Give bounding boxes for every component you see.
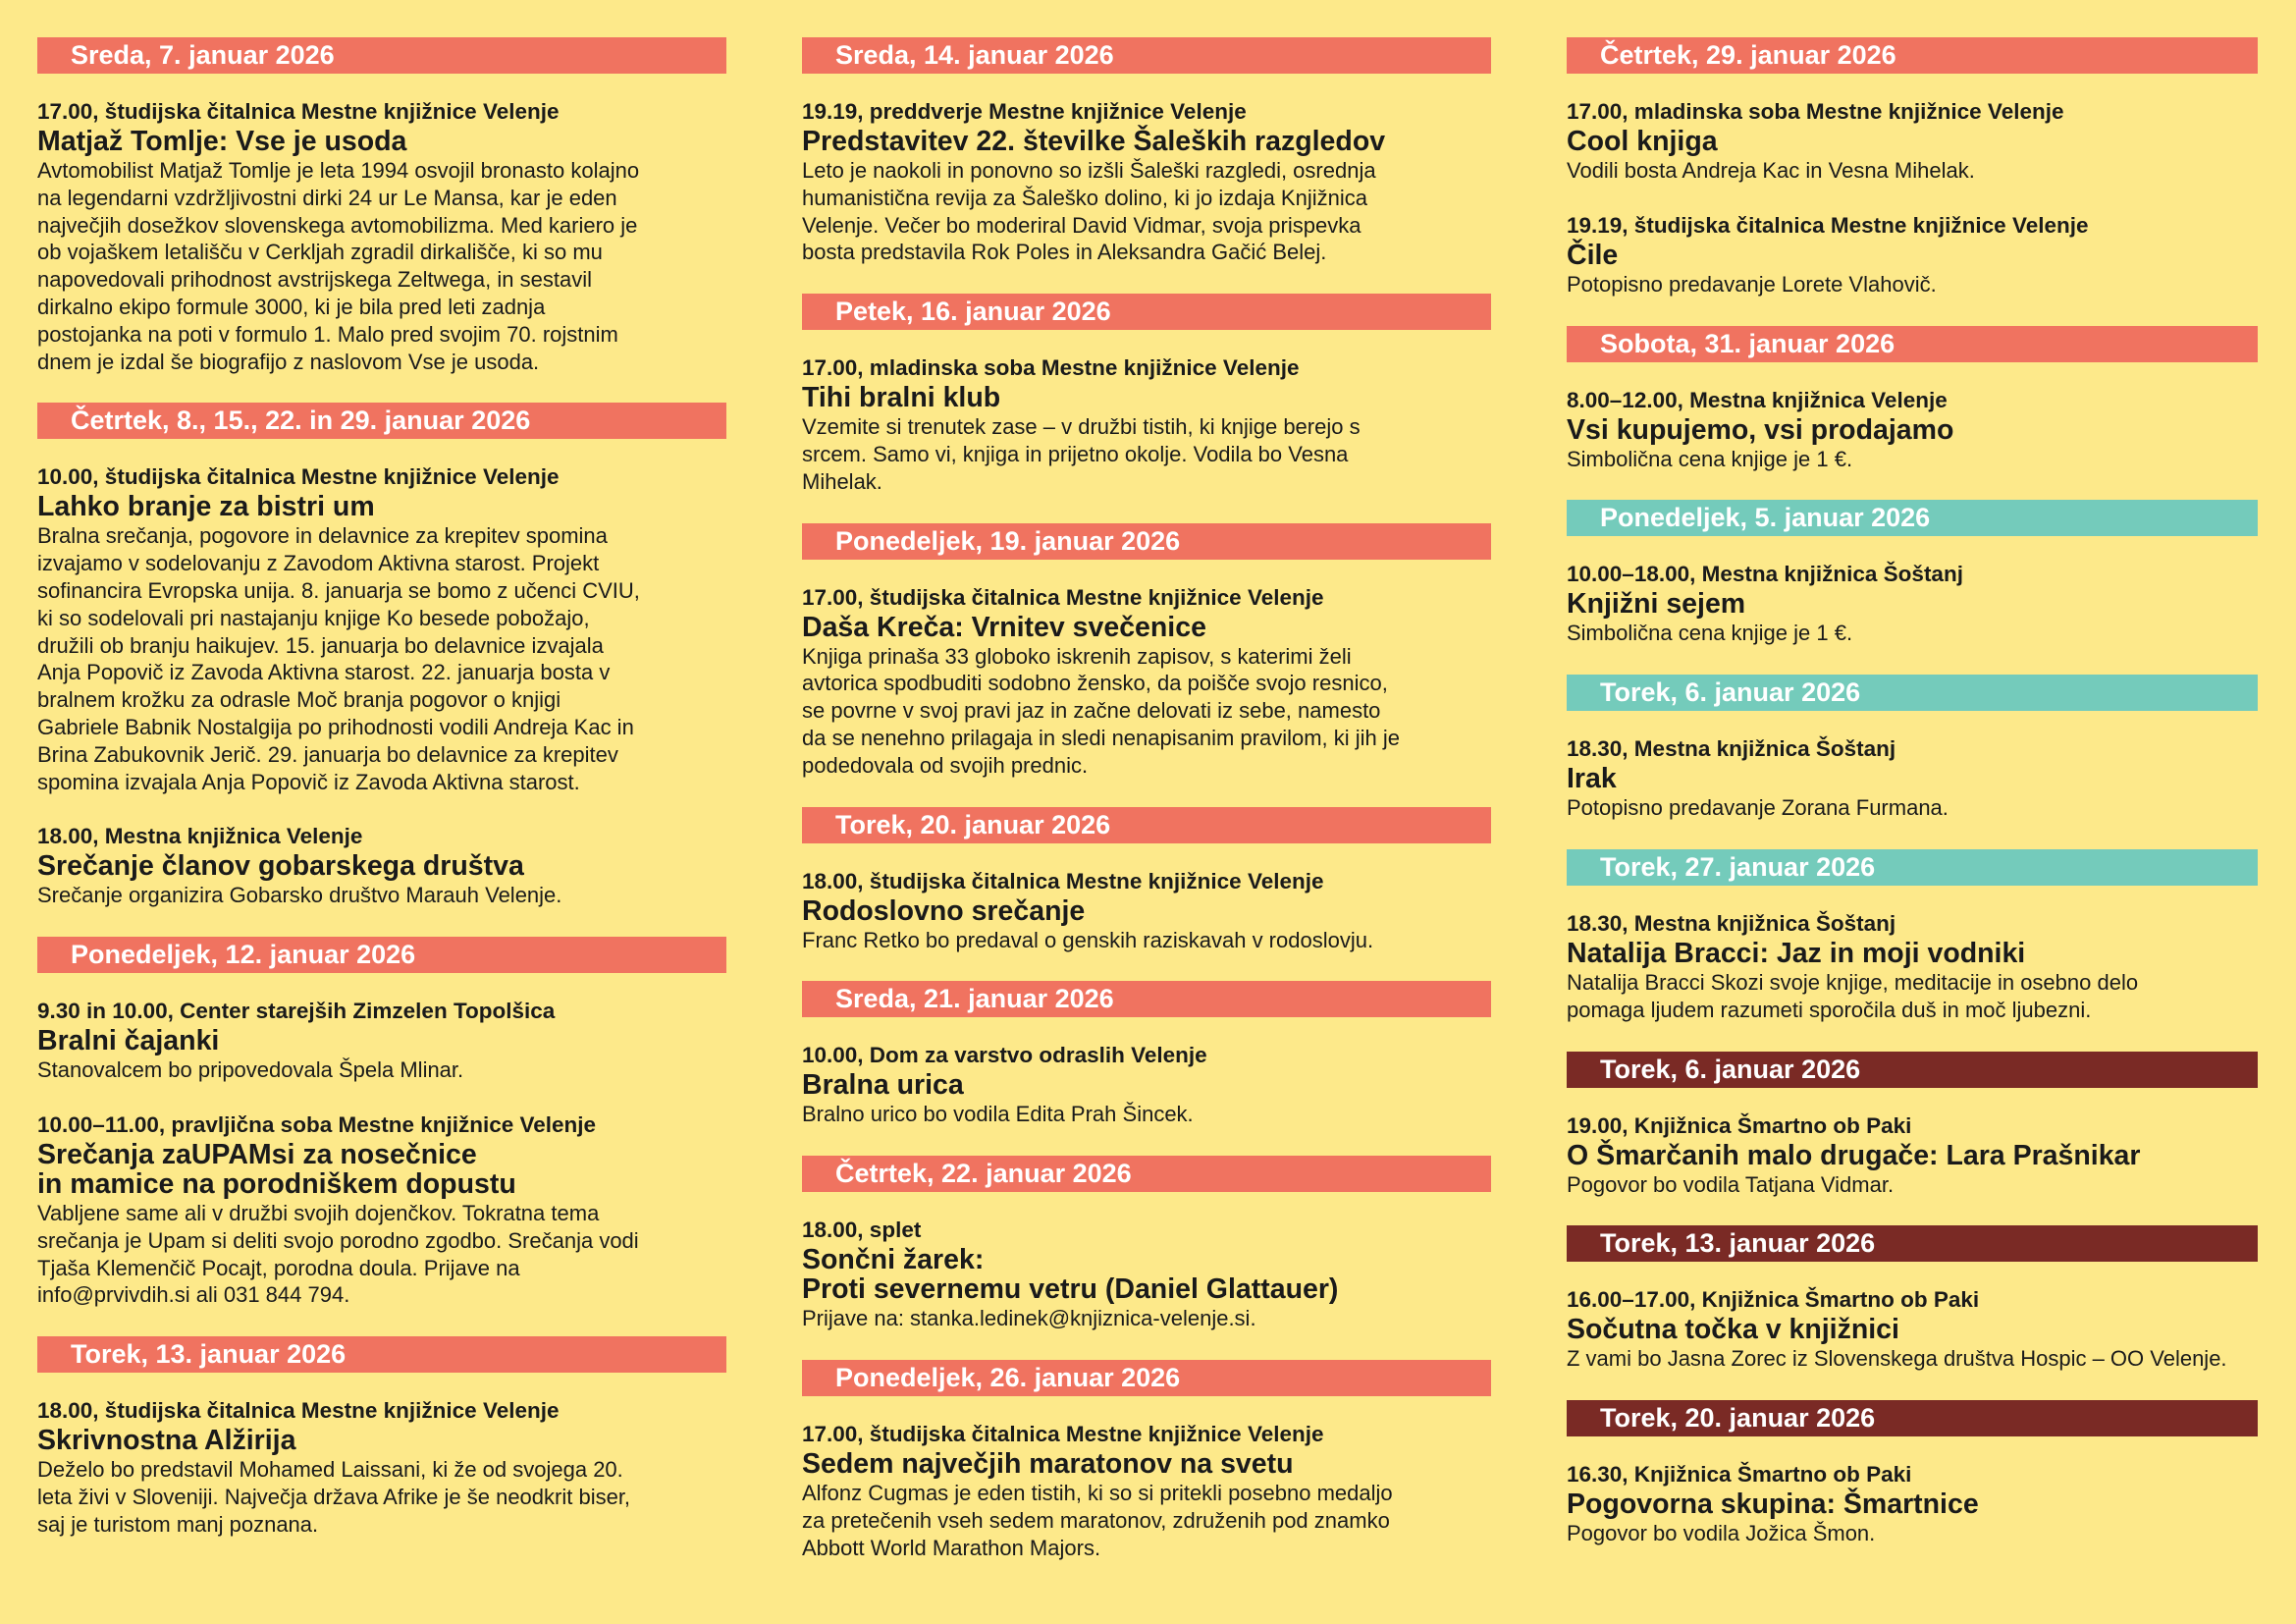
event-time-location: 18.00, študijska čitalnica Mestne knjižnice Velenje (802, 868, 1324, 893)
date-header: Torek, 13. januar 2026 (37, 1336, 726, 1373)
event (1567, 1461, 2258, 1547)
event-description: Simbolična cena knjige je 1 €. (1567, 621, 1853, 646)
event (37, 1397, 726, 1538)
date-header: Torek, 6. januar 2026 (1567, 675, 2258, 711)
event-title: Srečanje članov gobarskega društva (37, 850, 524, 883)
event-time-location: 10.00–18.00, Mestna knjižnica Šoštanj (1567, 562, 1963, 587)
event-time-location: 17.00, mladinska soba Mestne knjižnice Velenje (802, 355, 1300, 381)
date-header: Torek, 27. januar 2026 (1567, 849, 2258, 886)
date-header: Torek, 20. januar 2026 (802, 807, 1491, 843)
date-header: Ponedeljek, 5. januar 2026 (1567, 500, 2258, 536)
event-description: Pogovor bo vodila Tatjana Vidmar. (1567, 1171, 1895, 1197)
event (802, 354, 1491, 495)
event-time-location: 18.00, študijska čitalnica Mestne knjižnice Velenje (37, 1398, 560, 1424)
event-title: Sedem največjih maratonov na svetu (802, 1447, 1294, 1480)
event (802, 868, 1491, 954)
event-description: Potopisno predavanje Lorete Vlahovič. (1567, 271, 1937, 297)
event-title: Natalija Bracci: Jaz in moji vodniki (1567, 937, 2026, 969)
date-header: Petek, 16. januar 2026 (802, 294, 1491, 330)
event (1567, 212, 2258, 298)
column-3 (1567, 37, 2258, 1575)
event-title: Irak (1567, 763, 1617, 795)
event-time-location: 10.00, Dom za varstvo odraslih Velenje (802, 1043, 1207, 1068)
event-time-location: 18.30, Mestna knjižnica Šoštanj (1567, 910, 1896, 936)
event-description: Deželo bo predstavil Mohamed Laissani, ki že od svojega 20. leta živi v Sloveniji. Največja država Afrike je še neodkrit biser, saj je turistom manj poznana. (37, 1457, 631, 1537)
event (802, 1421, 1491, 1561)
event-time-location: 17.00, študijska čitalnica Mestne knjižnice Velenje (802, 1421, 1324, 1446)
event (802, 1042, 1491, 1128)
event-title: Sončni žarek: Proti severnemu vetru (Daniel Glattauer) (802, 1244, 1339, 1306)
event-title: Vsi kupujemo, vsi prodajamo (1567, 413, 1954, 446)
event-time-location: 8.00–12.00, Mestna knjižnica Velenje (1567, 387, 1948, 412)
event-description: Pogovor bo vodila Jožica Šmon. (1567, 1521, 1876, 1546)
event (1567, 1112, 2258, 1199)
event-title: Srečanja zaUPAMsi za nosečnice in mamice na porodniškem dopustu (37, 1138, 516, 1200)
event-time-location: 17.00, mladinska soba Mestne knjižnice Velenje (1567, 99, 2064, 124)
event-time-location: 10.00, študijska čitalnica Mestne knjižnice Velenje (37, 464, 560, 490)
date-header: Torek, 13. januar 2026 (1567, 1225, 2258, 1262)
event (1567, 387, 2258, 473)
event-title: Pogovorna skupina: Šmartnice (1567, 1489, 1979, 1521)
event-title: Knjižni sejem (1567, 588, 1746, 621)
event (37, 823, 726, 909)
event (1567, 561, 2258, 647)
date-header: Sreda, 7. januar 2026 (37, 37, 726, 74)
event-time-location: 19.00, Knjižnica Šmartno ob Paki (1567, 1112, 1912, 1138)
event-description: Simbolična cena knjige je 1 €. (1567, 446, 1853, 471)
event-title: O Šmarčanih malo drugače: Lara Prašnikar (1567, 1139, 2141, 1171)
event-title: Čile (1567, 239, 1619, 271)
event-time-location: 18.00, Mestna knjižnica Velenje (37, 824, 363, 849)
date-header: Sreda, 21. januar 2026 (802, 981, 1491, 1017)
event-title: Skrivnostna Alžirija (37, 1425, 296, 1457)
event-title: Cool knjiga (1567, 126, 1718, 157)
event-description: Franc Retko bo predaval o genskih raziskavah v rodoslovju. (802, 927, 1374, 952)
event-title: Daša Kreča: Vrnitev svečenice (802, 611, 1206, 643)
date-header: Torek, 20. januar 2026 (1567, 1400, 2258, 1436)
event-description: Knjiga prinaša 33 globoko iskrenih zapisov, s katerimi želi avtorica spodbuditi sodobno žensko, da poišče svojo resnico, se povrne v svoj pravi jaz in začne delovati iz sebe, namesto da se nenehno prilagaja in sledi nenapisanim pravilom, ki jih je podedovala od svojih prednic. (802, 643, 1401, 778)
event (1567, 910, 2258, 1024)
event (802, 98, 1491, 266)
event-time-location: 19.19, študijska čitalnica Mestne knjižnice Velenje (1567, 212, 2089, 238)
event-title: Sočutna točka v knjižnici (1567, 1314, 1899, 1346)
event-description: Avtomobilist Matjaž Tomlje je leta 1994 osvojil bronasto kolajno na legendarni vzdržljivostni dirki 24 ur Le Mansa, kar je eden največjih dosežkov slovenskega avtomobilizma. Med kariero je ob vojaškem letališču v Cerkljah zgradil dirkališče, ki so mu napovedovali prihodnost avstrijskega Zeltwega, in sestavil dirkalno ekipo formule 3000, ki je bila pred leti zadnja postojanka na poti v formulo 1. Malo pred svojim 70. rojstnim dnem je izdal še biografijo z naslovom Vse je usoda. (37, 158, 640, 374)
event-description: Potopisno predavanje Zorana Furmana. (1567, 795, 1949, 821)
event (1567, 98, 2258, 185)
event-title: Bralna urica (802, 1069, 964, 1102)
event-title: Rodoslovno srečanje (802, 894, 1086, 927)
event (37, 463, 726, 795)
event-time-location: 16.00–17.00, Knjižnica Šmartno ob Paki (1567, 1287, 1980, 1313)
event (37, 998, 726, 1084)
event-title: Bralni čajanki (37, 1025, 220, 1057)
date-header: Ponedeljek, 19. januar 2026 (802, 523, 1491, 560)
event (1567, 1286, 2258, 1373)
event (1567, 735, 2258, 822)
event-time-location: 10.00–11.00, pravljična soba Mestne knjižnice Velenje (37, 1111, 597, 1137)
event-description: Srečanje organizira Gobarsko društvo Marauh Velenje. (37, 883, 562, 908)
date-header: Torek, 6. januar 2026 (1567, 1052, 2258, 1088)
date-header: Ponedeljek, 12. januar 2026 (37, 937, 726, 973)
date-header: Četrtek, 22. januar 2026 (802, 1156, 1491, 1192)
event-description: Stanovalcem bo pripovedovala Špela Mlinar. (37, 1057, 464, 1083)
event-description: Z vami bo Jasna Zorec iz Slovenskega društva Hospic – OO Velenje. (1567, 1346, 2227, 1372)
event (802, 1217, 1491, 1332)
date-header: Ponedeljek, 26. januar 2026 (802, 1360, 1491, 1396)
event-time-location: 18.30, Mestna knjižnica Šoštanj (1567, 736, 1896, 762)
event-time-location: 17.00, študijska čitalnica Mestne knjižnice Velenje (37, 99, 560, 124)
event-description: Bralna srečanja, pogovore in delavnice za krepitev spomina izvajamo v sodelovanju z Zavodom Aktivna starost. Projekt sofinancira Evropska unija. 8. januarja se bomo z učenci CVIU, ki so sodelovali pri nastajanju knjige Ko besede pobožajo, družili ob branju haikujev. 15. januarja bo delavnice izvajala Anja Popovič iz Zavoda Aktivna starost. 22. januarja bosta v bralnem krožku za odrasle Moč branja pogovor o knjigi Gabriele Babnik Nostalgija po prihodnosti vodili Andreja Kac in Brina Zabukovnik Jerič. 29. januarja bo delavnice za krepitev spomina izvajala Anja Popovič iz Zavoda Aktivna starost. (37, 523, 640, 794)
date-header: Četrtek, 8., 15., 22. in 29. januar 2026 (37, 403, 726, 439)
event (37, 98, 726, 375)
event-time-location: 9.30 in 10.00, Center starejših Zimzelen Topolšica (37, 999, 556, 1024)
event-description: Vabljene same ali v družbi svojih dojenčkov. Tokratna tema srečanja je Upam si deliti svojo porodno zgodbo. Srečanja vodi Tjaša Klemenčič Pocajt, porodna doula. Prijave na info@prvivdih.si ali 031 844 794. (37, 1200, 639, 1308)
event-time-location: 17.00, študijska čitalnica Mestne knjižnice Velenje (802, 584, 1324, 610)
column-2 (802, 37, 1491, 1589)
event-description: Bralno urico bo vodila Edita Prah Šincek. (802, 1102, 1194, 1127)
event-title: Lahko branje za bistri um (37, 491, 375, 523)
date-header: Sobota, 31. januar 2026 (1567, 326, 2258, 362)
date-header: Sreda, 14. januar 2026 (802, 37, 1491, 74)
event-description: Vzemite si trenutek zase – v družbi tistih, ki knjige berejo s srcem. Samo vi, knjiga in prijetno okolje. Vodila bo Vesna Mihelak. (802, 414, 1361, 494)
event-time-location: 16.30, Knjižnica Šmartno ob Paki (1567, 1462, 1912, 1488)
event-description: Leto je naokoli in ponovno so izšli Šaleški razgledi, osrednja humanistična revija za Šaleško dolino, ki jo izdaja Knjižnica Velenje. Večer bo moderiral David Vidmar, svoja prispevka bosta predstavila Rok Poles in Aleksandra Gačić Belej. (802, 158, 1376, 265)
event-title: Predstavitev 22. številke Šaleških razgledov (802, 126, 1386, 157)
event-description: Prijave na: stanka.ledinek@knjiznica-velenje.si. (802, 1306, 1256, 1331)
event-time-location: 19.19, preddverje Mestne knjižnice Velenje (802, 99, 1247, 124)
event (802, 584, 1491, 780)
event-description: Alfonz Cugmas je eden tistih, ki so si pritekli posebno medaljo za pretečenih vseh sedem maratonov, združenih pod znamko Abbott World Marathon Majors. (802, 1480, 1393, 1560)
event-description: Natalija Bracci Skozi svoje knjige, meditacije in osebno delo pomaga ljudem razumeti sporočila duš in moč ljubezni. (1567, 969, 2139, 1022)
date-header: Četrtek, 29. januar 2026 (1567, 37, 2258, 74)
event-time-location: 18.00, splet (802, 1218, 922, 1243)
column-1 (37, 37, 726, 1566)
event-title: Tihi bralni klub (802, 382, 1001, 414)
event (37, 1111, 726, 1309)
event-title: Matjaž Tomlje: Vse je usoda (37, 126, 407, 157)
event-description: Vodili bosta Andreja Kac in Vesna Mihelak. (1567, 158, 1975, 183)
